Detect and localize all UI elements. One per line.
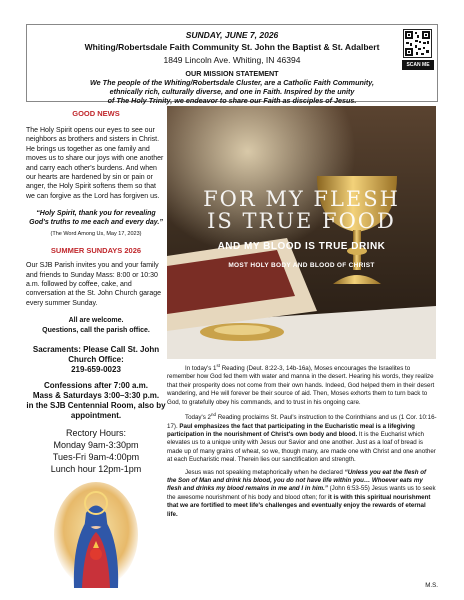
- good-news-quote: “Holy Spirit, thank you for revealing God's truths to me each and every day.”: [29, 210, 163, 227]
- good-news-body: The Holy Spirit opens our eyes to see our neighbors as brothers and sisters in Christ. He brings us together as one family and moves us to share our joys with one another and carry each other's burdens. And when our hearts are hardened by sin or pain or anger, the Holy Spirit softens them so that we can forgive as the Lord has forgiven us.: [26, 127, 164, 200]
- mission-line: of The Holy Trinity, we endeavor to share our Faith as disciples of Jesus.: [107, 96, 357, 105]
- mission-line: We The people of the Whiting/Robertsdale Cluster, are a Catholic Faith Community,: [90, 78, 374, 87]
- confessions-line: appointment.: [70, 411, 122, 421]
- reflection-paragraph: In today's 1st Reading (Deut. 8:22-3, 14b-16a), Moses encourages the Israelites to remember how God fed them with water and manna in the desert. Hearing his words, they realize that their prosperity does not come from their own hands. Indeed, God helped them in their desert wandering, and He will forever be their source of aid. Then, Moses exhorts them to turn back to God, to gratefully obey his commands, and to trust in his ongoing care.: [167, 363, 435, 406]
- summer-sundays-heading: SUMMER SUNDAYS 2026: [50, 246, 142, 256]
- sacraments-block: [26, 345, 166, 421]
- rectory-title: Rectory Hours:: [65, 428, 127, 439]
- author-signature: M.S.: [425, 582, 438, 589]
- hero-title-line: FOR MY FLESH: [203, 187, 400, 211]
- mission-statement: [0, 69, 464, 105]
- parish-name: Whiting/Robertsdale Faith Community St. John the Baptist & St. Adalbert: [84, 42, 380, 52]
- eucharist-hero-image: [167, 106, 436, 359]
- summer-sundays-body: Our SJB Parish invites you and your family and friends to Sunday Mass: 8:00 or 10:30 a.m. followed by coffee, cake, and conversation at the St. John Church garage every summer Sunday.: [26, 262, 162, 307]
- rectory-hours: [26, 427, 166, 475]
- reflection-paragraph: Today's 2nd Reading proclaims St. Paul's instruction to the Corinthians and us (1 Cor. 10:16-17). Paul emphasizes the fact that participating in the Eucharistic meal is a lifegiving participation in the nourishment of Christ's own body and blood. It is the Eucharist which elevates us to a unique unity with Jesus our Savior and one another. Just as a loaf of bread is made up of many grains of wheat, so we, though many, are made one with Christ and one another at each Eucharistic meal. Therein lies our sanctification and strength.: [167, 412, 437, 464]
- qr-code-icon[interactable]: [403, 29, 432, 58]
- hero-subtitle: AND MY BLOOD IS TRUE DRINK: [217, 241, 386, 252]
- qr-scan-label: SCAN ME: [402, 60, 434, 70]
- confessions-line: in the SJB Centennial Room, also by: [26, 401, 166, 411]
- hero-title-line: IS TRUE FOOD: [207, 209, 396, 233]
- mission-title: OUR MISSION STATEMENT: [185, 69, 279, 78]
- mission-line: ethnically rich, culturally diverse, and one in Faith. Inspired by the unity: [109, 87, 355, 96]
- rectory-hours-line: Lunch hour 12pm-1pm: [50, 464, 142, 475]
- confessions-line: Confessions after 7:00 a.m.: [43, 381, 149, 391]
- reflection-paragraph: Jesus was not speaking metaphorically when he declared “Unless you eat the flesh of the Son of Man and drink his blood, you do not have life within you… Whoever eats my flesh and drinks my blood remains in me and I in him.” (John 6:53-55) Jesus wants us to seek the awesome nourishment of his body and blood often; for it is with this spiritual nourishment that we are fortified to meet life's challenges and eventually enjoy the rewards of eternal life.: [167, 468, 436, 518]
- sacred-heart-mary-image: [26, 480, 166, 590]
- questions-line: Questions, call the parish office.: [42, 326, 150, 334]
- church-phone[interactable]: 219-659-0023: [71, 365, 121, 375]
- good-news-citation: (The Word Among Us, May 17, 2023): [50, 231, 142, 238]
- reflection-column: [167, 362, 437, 519]
- rectory-hours-line: Monday 9am-3:30pm: [53, 440, 139, 451]
- welcome-line: All are welcome.: [68, 317, 124, 325]
- hero-title: [167, 188, 436, 232]
- bulletin-date: SUNDAY, JUNE 7, 2026: [185, 30, 279, 40]
- sacraments-line: Church Office:: [68, 355, 124, 365]
- good-news-heading: GOOD NEWS: [72, 109, 120, 118]
- hero-feast-name: MOST HOLY BODY AND BLOOD OF CHRIST: [228, 262, 375, 269]
- confessions-line: Mass & Saturdays 3:00–3:30 p.m.: [32, 391, 160, 401]
- rectory-hours-line: Tues-Fri 9am-4:00pm: [52, 452, 140, 463]
- left-column: [26, 106, 166, 475]
- parish-address: 1849 Lincoln Ave. Whiting, IN 46394: [163, 55, 301, 65]
- sacraments-line: Sacraments: Please Call St. John: [32, 345, 160, 355]
